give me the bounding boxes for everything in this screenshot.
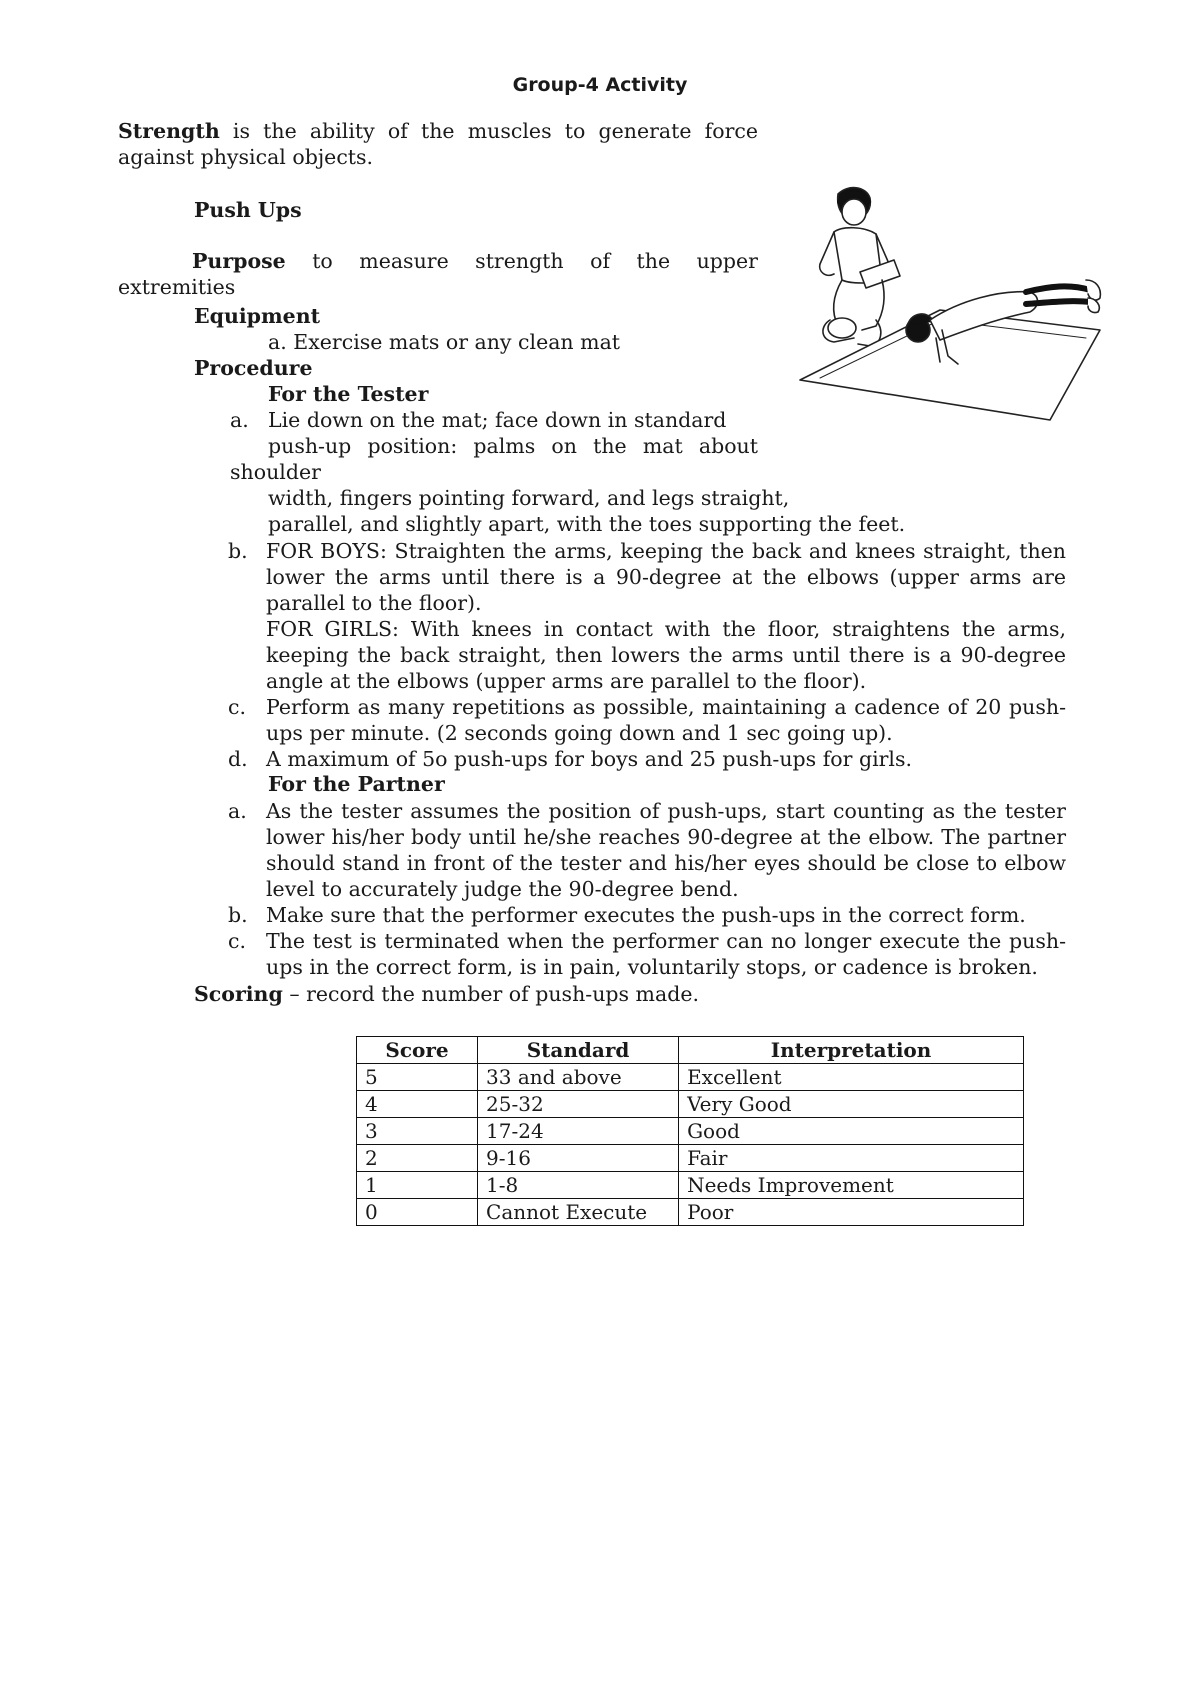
test-name-heading: Push Ups bbox=[194, 198, 302, 222]
table-row bbox=[357, 1091, 1024, 1118]
scoring-label: Scoring bbox=[194, 982, 283, 1006]
pushup-illustration bbox=[790, 180, 1110, 430]
table-header: Score bbox=[357, 1037, 478, 1064]
purpose-line bbox=[118, 248, 758, 274]
table-row bbox=[357, 1172, 1024, 1199]
table-cell: Poor bbox=[679, 1199, 1024, 1226]
table-cell: 17-24 bbox=[478, 1118, 679, 1145]
partner-b-text: Make sure that the performer executes the push-ups in the correct form. bbox=[266, 903, 1026, 927]
table-cell: Needs Improvement bbox=[679, 1172, 1024, 1199]
purpose-word: to bbox=[312, 249, 333, 273]
table-header: Interpretation bbox=[679, 1037, 1024, 1064]
table-cell: 1-8 bbox=[478, 1172, 679, 1199]
tester-a-line: shoulder bbox=[230, 460, 321, 484]
scoring-text: – record the number of push-ups made. bbox=[282, 982, 699, 1006]
list-marker: d. bbox=[228, 747, 248, 771]
list-marker: b. bbox=[228, 903, 248, 927]
tester-d-text: A maximum of 5o push-ups for boys and 25 push-ups for girls. bbox=[266, 747, 913, 771]
table-header-row bbox=[357, 1037, 1024, 1064]
partner-c-text: The test is terminated when the performer can no longer execute the push-ups in the correct form, is in pain, voluntarily stops, or cadence is broken. bbox=[266, 929, 1066, 979]
purpose-word: of bbox=[590, 249, 611, 273]
strength-definition-text: is the ability of the muscles to generate force against physical objects. bbox=[118, 119, 758, 169]
tester-a-marker: a. bbox=[230, 408, 249, 432]
tester-b-girls: FOR GIRLS: With knees in contact with the floor, straightens the arms, keeping the back straight, then lowers the arms until there is a 90-degree angle at the elbows (upper arms are parallel to the floor). bbox=[266, 617, 1066, 693]
purpose-word: the bbox=[636, 249, 671, 273]
tester-a-line: Lie down on the mat; face down in standard bbox=[268, 408, 727, 432]
list-marker: c. bbox=[228, 695, 246, 719]
scoring-line bbox=[194, 982, 699, 1006]
table-row bbox=[357, 1064, 1024, 1091]
tester-subheading: For the Tester bbox=[268, 382, 429, 406]
table-cell: 25-32 bbox=[478, 1091, 679, 1118]
table-cell: 0 bbox=[357, 1199, 478, 1226]
purpose-label: Purpose bbox=[192, 249, 286, 273]
table-cell: Good bbox=[679, 1118, 1024, 1145]
table-cell: 9-16 bbox=[478, 1145, 679, 1172]
tester-a-line: push-up position: palms on the mat about bbox=[268, 434, 758, 458]
tester-a-line: parallel, and slightly apart, with the toes supporting the feet. bbox=[268, 512, 906, 536]
table-cell: Cannot Execute bbox=[478, 1199, 679, 1226]
procedure-heading: Procedure bbox=[194, 356, 313, 380]
table-cell: 4 bbox=[357, 1091, 478, 1118]
partner-a-text: As the tester assumes the position of push-ups, start counting as the tester lower his/her body until he/she reaches 90-degree at the elbow. The partner should stand in front of the tester and his/her eyes should be close to elbow level to accurately judge the 90-degree bend. bbox=[266, 799, 1066, 901]
scoring-table bbox=[356, 1036, 1024, 1226]
equipment-item: a. Exercise mats or any clean mat bbox=[268, 330, 621, 354]
page-title: Group-4 Activity bbox=[512, 74, 688, 96]
purpose-continuation: extremities bbox=[118, 275, 236, 299]
table-cell: Fair bbox=[679, 1145, 1024, 1172]
purpose-word: strength bbox=[475, 249, 564, 273]
table-cell: 33 and above bbox=[478, 1064, 679, 1091]
purpose-section bbox=[118, 248, 758, 300]
table-row bbox=[357, 1145, 1024, 1172]
purpose-word: upper bbox=[696, 249, 758, 273]
table-row bbox=[357, 1199, 1024, 1226]
table-cell: 2 bbox=[357, 1145, 478, 1172]
table-cell: 3 bbox=[357, 1118, 478, 1145]
strength-term: Strength bbox=[118, 119, 220, 143]
tester-c-text: Perform as many repetitions as possible, maintaining a cadence of 20 push-ups per minute. (2 seconds going down and 1 sec going up). bbox=[266, 695, 1066, 745]
table-cell: 1 bbox=[357, 1172, 478, 1199]
partner-subheading: For the Partner bbox=[268, 772, 445, 796]
list-marker: c. bbox=[228, 929, 246, 953]
table-cell: 5 bbox=[357, 1064, 478, 1091]
table-header: Standard bbox=[478, 1037, 679, 1064]
tester-a-line: width, fingers pointing forward, and legs straight, bbox=[268, 486, 790, 510]
equipment-heading: Equipment bbox=[194, 304, 321, 328]
purpose-word: measure bbox=[359, 249, 449, 273]
table-cell: Very Good bbox=[679, 1091, 1024, 1118]
list-marker: a. bbox=[228, 799, 247, 823]
table-row bbox=[357, 1118, 1024, 1145]
tester-b-boys: FOR BOYS: Straighten the arms, keeping the back and knees straight, then lower the arms until there is a 90-degree at the elbows (upper arms are parallel to the floor). bbox=[266, 539, 1066, 615]
list-marker: b. bbox=[228, 539, 248, 563]
strength-definition bbox=[118, 118, 758, 170]
table-cell: Excellent bbox=[679, 1064, 1024, 1091]
